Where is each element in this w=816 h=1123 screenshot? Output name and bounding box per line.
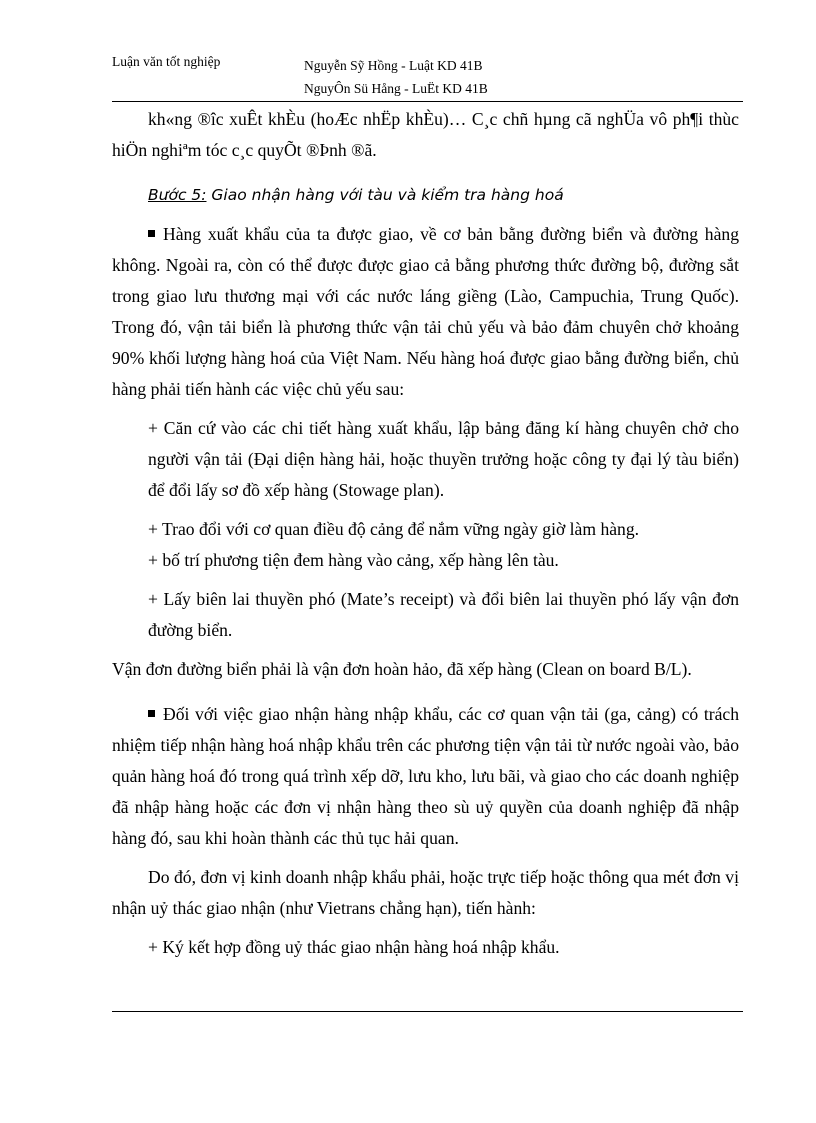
square-bullet-icon bbox=[148, 230, 155, 237]
page-body bbox=[112, 104, 739, 963]
paragraph-import-text: Đối với việc giao nhận hàng nhập khẩu, các cơ quan vận tải (ga, cảng) có trách nhiệm tiếp nhận hàng hoá nhập khẩu trên các phương tiện vận tải từ nước ngoài vào, bảo quản hàng hoá đó trong quá trình xếp dỡ, lưu kho, lưu bãi, và giao cho các doanh nghiệp đã nhập hàng hoặc các đơn vị nhận hàng theo sù uỷ quyền của doanh nghiệp đã nhập hàng đó, sau khi hoàn thành các thủ tục hải quan. bbox=[112, 704, 739, 848]
list-item: + Lấy biên lai thuyền phó (Mate’s receipt) và đổi biên lai thuyền phó lấy vận đơn đường biển. bbox=[148, 589, 739, 640]
page-header bbox=[112, 50, 744, 100]
thesis-label: Luận văn tốt nghiệp bbox=[112, 54, 221, 69]
paragraph-export-text: Hàng xuất khẩu của ta được giao, về cơ bản bằng đường biển và đường hàng không. Ngoài ra, còn có thể được được giao cả bằng phương thức đường bộ, đường sắt trong giao lưu thương mại với các nước láng giềng (Lào, Campuchia, Trung Quốc). Trong đó, vận tải biển là phương thức vận tải chủ yếu và bảo đảm chuyên chở khoảng 90% khối lượng hàng hoá của Việt Nam. Nếu hàng hoá được giao bằng đường biển, chủ hàng phải tiến hành các việc chủ yếu sau: bbox=[112, 224, 739, 399]
step-heading bbox=[112, 180, 739, 211]
header-rule bbox=[112, 101, 743, 102]
list-item: + bố trí phương tiện đem hàng vào cảng, xếp hàng lên tàu. bbox=[148, 550, 559, 570]
author-name: Nguyễn Sỹ Hồng - Luật KD 41B bbox=[304, 58, 483, 73]
paragraph-procedure: Do đó, đơn vị kinh doanh nhập khẩu phải, hoặc trực tiếp hoặc thông qua mét đơn vị nhận uỷ thác giao nhận (như Vietrans chẳng hạn), tiến hành: bbox=[112, 867, 739, 918]
paragraph-bill-of-lading: Vận đơn đường biển phải là vận đơn hoàn hảo, đã xếp hàng (Clean on board B/L). bbox=[112, 659, 692, 679]
square-bullet-icon bbox=[148, 710, 155, 717]
step-label: Bước 5: bbox=[148, 186, 207, 204]
list-item: + Trao đổi với cơ quan điều độ cảng để nắm vững ngày giờ làm hàng. bbox=[148, 519, 640, 539]
step-title: Giao nhận hàng với tàu và kiểm tra hàng hoá bbox=[206, 186, 564, 204]
list-item: + Ký kết hợp đồng uỷ thác giao nhận hàng hoá nhập khẩu. bbox=[148, 937, 560, 957]
author-block bbox=[304, 54, 488, 100]
footer-rule bbox=[112, 1011, 743, 1012]
author-name-legacy-encoding: NguyÔn Sü Hång - LuËt KD 41B bbox=[304, 81, 488, 96]
paragraph-export bbox=[112, 219, 739, 405]
paragraph-import bbox=[112, 699, 739, 854]
list-item: + Căn cứ vào các chi tiết hàng xuất khẩu, lập bảng đăng kí hàng chuyên chở cho người vận tải (Đại diện hàng hải, hoặc thuyền trưởng hoặc công ty đại lý tàu biển) để đổi lấy sơ đồ xếp hàng (Stowage plan). bbox=[148, 418, 739, 500]
paragraph-legacy-encoding: kh«ng ®îc xuÊt khÈu (hoÆc nhËp khÈu)… C¸c chñ hµng cã nghÜa vô ph¶i thùc hiÖn nghiªm tóc c¸c quyÕt ®Þnh ®ã. bbox=[112, 109, 739, 160]
